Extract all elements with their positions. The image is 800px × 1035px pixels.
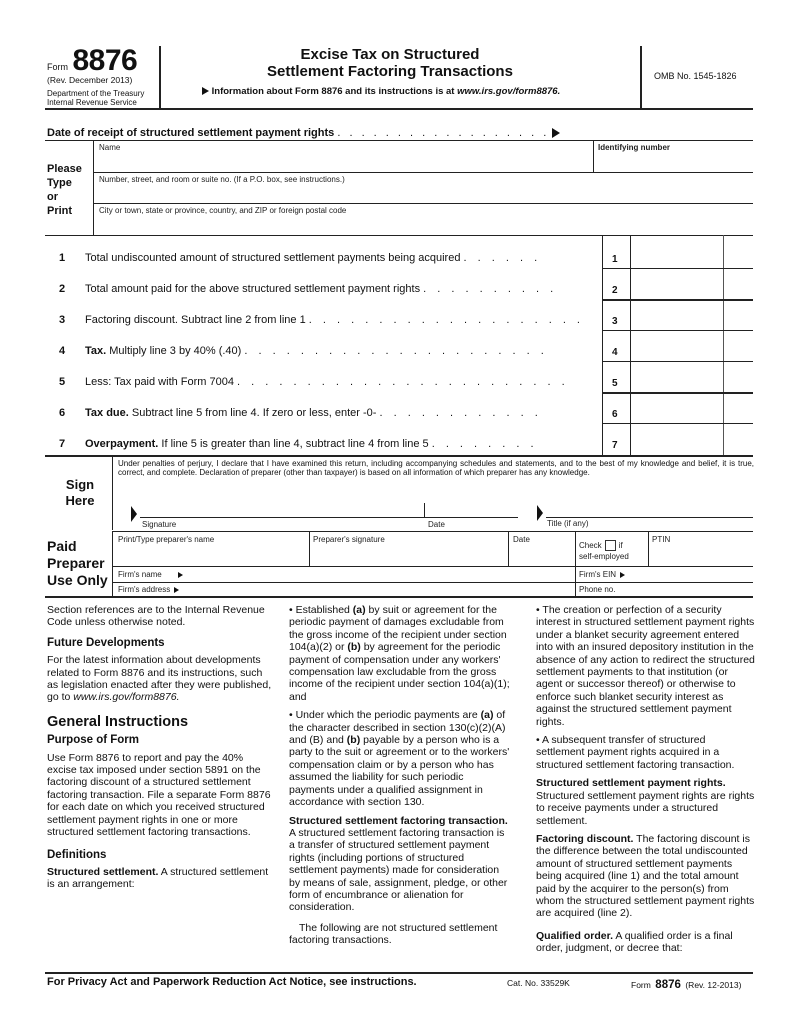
rule	[309, 531, 310, 566]
catalog-number: Cat. No. 33529K	[507, 978, 570, 988]
line-7-amount[interactable]	[632, 432, 722, 454]
line-description	[85, 283, 557, 295]
form-number: 8876	[72, 44, 138, 77]
def-text: A structured settlement is an arrangement:	[47, 865, 269, 891]
check-if-label: if	[618, 541, 623, 550]
def-term: Structured settlement payment rights.	[536, 777, 726, 790]
firm-name-field[interactable]	[200, 568, 570, 581]
rule	[593, 140, 594, 172]
self-employed-label: self-employed	[579, 552, 629, 562]
preparer-date-label: Date	[513, 535, 530, 544]
line-1-amount[interactable]	[632, 246, 722, 268]
preparer-name-label: Print/Type preparer's name	[118, 535, 215, 544]
firm-address-label: Firm's address	[118, 585, 171, 594]
department: Department of the Treasury	[47, 89, 145, 98]
arrow-right-icon	[202, 87, 209, 95]
arrow-right-icon	[178, 572, 183, 578]
line-text: Less: Tax paid with Form 7004	[85, 376, 234, 388]
line-2-amount[interactable]	[632, 277, 722, 299]
box-number: 3	[612, 316, 618, 327]
def-term: Structured settlement factoring transaction.	[289, 814, 508, 827]
preparer-date-field[interactable]	[511, 545, 573, 565]
arrow-right-icon	[620, 572, 625, 578]
date-of-receipt-row	[47, 127, 560, 139]
revision: (Rev. December 2013)	[47, 75, 133, 85]
def-text: The factoring discount is the difference between the total undiscounted amount of structured settlement payments being acquired (line 1) and the total amount paid by the acquirer to the person(s) from whom the structured settlement payment rights are acquired (line 2).	[536, 832, 755, 920]
arrow-right-icon	[552, 128, 560, 138]
line-text: If line 5 is greater than line 4, subtract line 4 from line 5	[158, 438, 429, 450]
street-label: Number, street, and room or suite no. (If a P.O. box, see instructions.)	[99, 175, 345, 184]
phone-field[interactable]	[630, 584, 750, 596]
phone-label: Phone no.	[579, 585, 616, 594]
sign-date-label: Date	[428, 520, 445, 529]
leader-dots: . . . . . . . . . . . . . . . . . .	[337, 127, 550, 139]
box-number: 7	[612, 440, 618, 451]
rule	[93, 203, 753, 204]
line-bold: Tax due.	[85, 407, 129, 419]
rule	[508, 531, 509, 566]
rule	[45, 140, 753, 141]
name-field[interactable]	[96, 152, 591, 170]
def-text: A qualified order is a final order, judgment, or decree that:	[536, 929, 733, 955]
bullet-security-interest: • The creation or perfection of a security interest in structured settlement payment rights under a blanket security agreement entered into with an insured depository institution in the absence of any action to redirect the structured settlement payments to that institution (or agent or successor thereof) or otherwise to enforce such blanket security interest as against the structured settlement payment rights.	[536, 604, 755, 728]
box-number: 5	[612, 378, 618, 389]
payment-rights-def	[536, 777, 756, 827]
title-field[interactable]	[546, 502, 752, 517]
rule	[112, 566, 753, 567]
line-6-amount[interactable]	[632, 401, 722, 423]
title-line-2: Settlement Factoring Transactions	[267, 63, 513, 80]
line-text: Total amount paid for the above structured settlement payment rights	[85, 283, 421, 295]
line-description	[85, 438, 538, 450]
t: of the character described in section 130(c)(2)(A) and (B) and	[289, 709, 506, 747]
rule	[45, 455, 753, 457]
rule	[93, 140, 94, 235]
firm-ein-row	[579, 570, 625, 579]
instructions-column-3	[536, 604, 756, 961]
line-number: 4	[59, 345, 66, 357]
future-developments-text	[47, 654, 272, 704]
name-label: Name	[99, 143, 121, 152]
sign-here-label	[55, 477, 105, 509]
ptin-field[interactable]	[651, 545, 751, 565]
t: • Established	[289, 604, 353, 616]
t: by suit or agreement for the periodic payment of damages excludable from the gross income of the recipient under section 104(a)(2) or	[289, 604, 507, 654]
city-label: City or town, state or province, country, and ZIP or foreign postal code	[99, 206, 347, 215]
line-3-amount[interactable]	[632, 308, 722, 330]
def-term: Qualified order.	[536, 929, 614, 942]
structured-settlement-def	[47, 866, 272, 891]
rule	[112, 531, 753, 532]
rule	[45, 596, 753, 598]
side-label: Print	[47, 205, 73, 217]
t: payable by a person who is a party to the suit or agreement or to the workers' compensation claim or by a person who has assumed the liability for such periodic payments under a qualified assignment in accordance with section 130.	[289, 734, 510, 809]
side-label: Type	[47, 177, 72, 189]
signature-label: Signature	[142, 520, 177, 529]
line-bold: Tax.	[85, 345, 107, 357]
line-bold: Overpayment.	[85, 438, 159, 450]
line-text: Factoring discount. Subtract line 2 from line 1	[85, 314, 306, 326]
def-term: Structured settlement.	[47, 865, 159, 878]
firm-address-field[interactable]	[200, 584, 570, 596]
line-number: 6	[59, 407, 66, 419]
line-description	[85, 314, 584, 326]
line-text: Subtract line 5 from line 4. If zero or less, enter -0-	[128, 407, 377, 419]
bullet-periodic-payments	[289, 709, 511, 808]
paid-preparer-label	[47, 538, 108, 589]
firm-name-row	[118, 570, 183, 579]
rule	[602, 268, 753, 269]
rule	[546, 517, 753, 518]
rule	[93, 172, 753, 173]
rule	[140, 517, 518, 518]
rule	[112, 456, 113, 530]
def-text: Structured settlement payment rights are rights to receive payments under a structured settlement.	[536, 789, 755, 827]
rule	[602, 361, 753, 362]
footer-form-word: Form	[631, 980, 651, 990]
intro-text: Section references are to the Internal Revenue Code unless otherwise noted.	[47, 604, 265, 629]
line-number: 7	[59, 438, 66, 450]
line-description	[85, 376, 569, 388]
footer-form-id	[631, 975, 741, 993]
line-number: 2	[59, 283, 66, 295]
title-arrow-icon	[537, 505, 543, 521]
header-bottom-rule	[45, 108, 753, 110]
leader-dots: . . . . . . . . . . . .	[379, 407, 542, 419]
header-divider-right	[640, 46, 642, 108]
ptin-label: PTIN	[652, 535, 671, 544]
leader-dots: . . . . . . . .	[431, 438, 538, 450]
please-type-or-print	[47, 162, 82, 218]
leader-dots: . . . . . . . . . . . . . . . . . . . .	[308, 314, 584, 326]
title-line-1: Excise Tax on Structured	[300, 46, 480, 63]
identifying-number-label: Identifying number	[598, 143, 670, 152]
rule	[45, 972, 753, 974]
line-text: Multiply line 3 by 40% (.40)	[106, 345, 242, 357]
future-developments-heading: Future Developments	[47, 636, 165, 649]
rule	[602, 392, 753, 394]
rule	[602, 330, 753, 331]
form-id-block	[47, 44, 137, 78]
not-factoring-text: The following are not structured settlement factoring transactions.	[289, 921, 498, 947]
box-number: 2	[612, 285, 618, 296]
pp-label-line: Paid	[47, 538, 77, 554]
privacy-notice: For Privacy Act and Paperwork Reduction Act Notice, see instructions.	[47, 976, 417, 988]
line-number: 3	[59, 314, 66, 326]
firm-ein-field[interactable]	[630, 568, 750, 581]
firm-address-row	[118, 585, 179, 594]
identifying-number-field[interactable]	[596, 152, 752, 170]
future-text: For the latest information about developments related to Form 8876 and its instructions, such as legislation enacted after they were published, go to	[47, 654, 272, 704]
sign-label: Sign	[65, 477, 95, 492]
perjury-statement: Under penalties of perjury, I declare that I have examined this return, including accompanying schedules and statements, and to the best of my knowledge and belief, it is true, correct, and complete. Declaration of preparer (other than taxpayer) is based on all information of which preparer has any knowledge.	[118, 459, 754, 477]
line-number: 5	[59, 376, 66, 388]
info-line	[202, 86, 560, 97]
line-description	[85, 345, 548, 357]
side-label: or	[47, 191, 58, 203]
bullet-established	[289, 604, 511, 703]
firm-ein-label: Firm's EIN	[579, 570, 617, 579]
factoring-transaction-def	[289, 815, 511, 914]
bullet-subsequent-transfer: • A subsequent transfer of structured settlement payment rights acquired in a structured settlement factoring transaction.	[536, 734, 735, 771]
signature-field[interactable]	[140, 502, 520, 517]
check-label: Check	[579, 541, 602, 550]
line-4-amount[interactable]	[632, 339, 722, 361]
line-description	[85, 407, 542, 419]
purpose-text: Use Form 8876 to report and pay the 40% excise tax imposed under section 5891 on the factoring discount of a structured settlement factoring transaction. File a separate Form 8876 for each date on which you received structured settlement payment rights in one or more structured settlement factoring transactions.	[47, 751, 271, 839]
side-label: Please	[47, 163, 82, 175]
rule	[45, 235, 753, 236]
self-employed-check	[579, 540, 629, 562]
rule	[575, 531, 576, 596]
arrow-right-icon	[174, 587, 179, 593]
form-title	[160, 46, 620, 80]
line-text: Total undiscounted amount of structured settlement payments being acquired	[85, 252, 461, 264]
pp-label-line: Preparer	[47, 555, 105, 571]
instructions-column-2	[289, 604, 511, 953]
line-5-amount[interactable]	[632, 370, 722, 392]
preparer-signature-label: Preparer's signature	[313, 535, 385, 544]
box-number: 1	[612, 254, 618, 265]
preparer-signature-field[interactable]	[312, 545, 505, 565]
t: by agreement for the periodic payment of compensation under any workers' compensation law excludable from the gross income of the recipient under section 104(a)(1); and	[289, 641, 510, 703]
form-word: Form	[47, 62, 68, 72]
line-number: 1	[59, 252, 66, 264]
info-prefix: Information about Form 8876 and its instructions is at	[211, 86, 455, 97]
factoring-discount-def	[536, 833, 756, 920]
purpose-heading: Purpose of Form	[47, 734, 140, 747]
footer-form-number: 8876	[655, 979, 681, 991]
date-of-receipt-label: Date of receipt of structured settlement payment rights	[47, 127, 335, 139]
rule	[602, 423, 753, 424]
pp-label-line: Use Only	[47, 572, 108, 588]
preparer-name-field[interactable]	[116, 545, 306, 565]
def-text: A structured settlement factoring transaction is a transfer of structured settlement payment rights (including portions of structured settlement payments) made for consideration by means of sale, assignment, pledge, or other form of encumbrance or alienation for consideration.	[289, 826, 508, 914]
omb-number: OMB No. 1545-1826	[654, 71, 737, 81]
rule	[424, 503, 425, 517]
leader-dots: . . . . . . . . . . . . . . . . . . . . . .	[244, 345, 548, 357]
def-term: Factoring discount.	[536, 832, 634, 845]
t: (b)	[346, 734, 361, 747]
rule	[112, 531, 113, 596]
t: (b)	[347, 641, 361, 654]
agency: Internal Revenue Service	[47, 98, 137, 107]
line-description	[85, 252, 541, 264]
rule	[648, 531, 649, 566]
city-field[interactable]	[96, 216, 751, 233]
leader-dots: . . . . . . . . . .	[423, 283, 558, 295]
definitions-heading: Definitions	[47, 848, 107, 861]
rule	[112, 582, 753, 583]
self-employed-checkbox[interactable]	[605, 540, 616, 551]
box-number: 4	[612, 347, 618, 358]
t: • Under which the periodic payments are	[289, 709, 481, 722]
date-of-receipt-input[interactable]	[612, 124, 702, 138]
t: (a)	[352, 604, 366, 616]
t: (a)	[480, 709, 494, 722]
here-label: Here	[65, 493, 95, 508]
box-number: 6	[612, 409, 618, 420]
instructions-column-1	[47, 604, 272, 897]
firm-name-label: Firm's name	[118, 570, 162, 579]
info-url[interactable]: www.irs.gov/form8876.	[457, 86, 561, 97]
qualified-order-def	[536, 930, 756, 955]
leader-dots: . . . . . .	[463, 252, 542, 264]
street-field[interactable]	[96, 185, 751, 202]
future-url-link[interactable]: www.irs.gov/form8876.	[73, 691, 180, 704]
signature-arrow-icon	[131, 506, 137, 522]
footer-revision: (Rev. 12-2013)	[685, 980, 742, 990]
rule	[602, 299, 753, 301]
title-label: Title (if any)	[547, 519, 589, 528]
general-instructions-heading: General Instructions	[47, 713, 189, 730]
leader-dots: . . . . . . . . . . . . . . . . . . . . . . . .	[237, 376, 569, 388]
